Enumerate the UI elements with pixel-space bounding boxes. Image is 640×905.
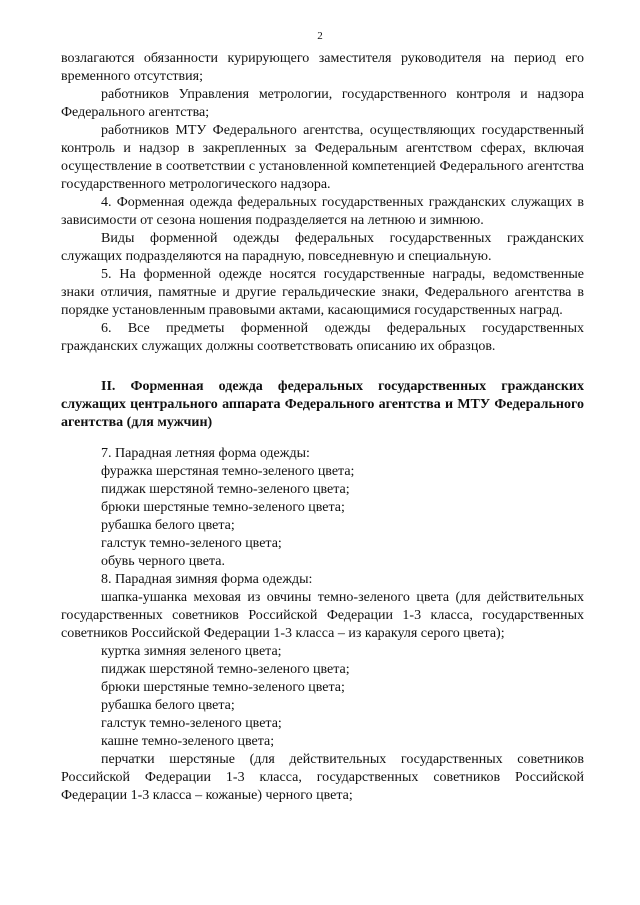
page-number: 2 (317, 30, 323, 42)
list-item: рубашка белого цвета; (101, 698, 235, 713)
paragraph-4-seasons: 4. Форменная одежда федеральных государственных гражданских служащих в зависимости от сезона ношения подразделяется на летнюю и зимнюю. (61, 195, 584, 228)
list-item: 8. Парадная зимняя форма одежды: (101, 572, 313, 587)
list-item: перчатки шерстяные (для действительных государственных советников Российской Федерации 1-3 класса, государственных советников Российской Федерации 1-3 класса – кожаные) черного цвета; (61, 752, 584, 803)
list-item: пиджак шерстяной темно-зеленого цвета; (101, 662, 350, 677)
document-body (61, 50, 584, 805)
list-item: 7. Парадная летняя форма одежды: (101, 446, 310, 461)
list-item: рубашка белого цвета; (101, 518, 235, 533)
list-item: кашне темно-зеленого цвета; (101, 734, 275, 749)
list-item: куртка зимняя зеленого цвета; (101, 644, 282, 659)
paragraph-metrology-staff: работников Управления метрологии, государственного контроля и надзора Федерального агентства; (61, 87, 584, 120)
list-item: галстук темно-зеленого цвета; (101, 536, 282, 551)
list-item: брюки шерстяные темно-зеленого цвета; (101, 680, 345, 695)
paragraph-5-awards: 5. На форменной одежде носятся государственные награды, ведомственные знаки отличия, памятные и другие геральдические знаки, Федерального агентства в порядке установленным правовыми актами, касающимися государственных наград. (61, 267, 584, 318)
paragraph-continuation: возлагаются обязанности курирующего заместителя руководителя на период его временного отсутствия; (61, 51, 584, 84)
list-item: брюки шерстяные темно-зеленого цвета; (101, 500, 345, 515)
list-item: пиджак шерстяной темно-зеленого цвета; (101, 482, 350, 497)
list-item: галстук темно-зеленого цвета; (101, 716, 282, 731)
list-item: шапка-ушанка меховая из овчины темно-зеленого цвета (для действительных государственных советников Российской Федерации 1-3 класса, государственных советников Российской Федерации 1-3 класса – из каракуля серого цвета); (61, 590, 584, 641)
list-item: фуражка шерстяная темно-зеленого цвета; (101, 464, 355, 479)
list-item: обувь черного цвета. (101, 554, 225, 569)
paragraph-uniform-types: Виды форменной одежды федеральных государственных гражданских служащих подразделяются на парадную, повседневную и специальную. (61, 231, 584, 264)
paragraph-mtu-staff: работников МТУ Федерального агентства, осуществляющих государственный контроль и надзор в закрепленных за Федеральным агентством сферах, включая осуществление в соответствии с установленной компетенцией Федерального агентства государственного метрологического надзора. (61, 123, 584, 192)
paragraph-6-conformity: 6. Все предметы форменной одежды федеральных государственных гражданских служащих должны соответствовать описанию их образцов. (61, 321, 584, 354)
section-heading: II. Форменная одежда федеральных государственных гражданских служащих центрального аппарата Федерального агентства и МТУ Федерального агентства (для мужчин) (61, 379, 584, 430)
